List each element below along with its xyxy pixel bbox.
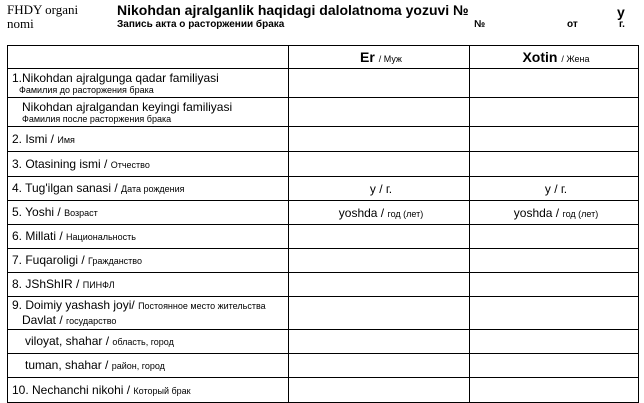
row-label-ru: область, город (112, 337, 174, 347)
husband-value-cell[interactable] (289, 152, 470, 177)
row-label-ru: Который брак (133, 385, 191, 396)
wife-value-cell[interactable] (470, 152, 639, 177)
org-line-1: FHDY organi (7, 2, 79, 17)
column-wife-ru: / Жена (561, 54, 590, 64)
row-label (8, 378, 289, 403)
page-title: Nikohdan ajralganlik haqidagi dalolatnoma yozuvi № (117, 2, 469, 18)
husband-value-cell[interactable] (289, 127, 470, 152)
table-row (8, 273, 639, 297)
wife-value-cell[interactable] (470, 297, 639, 330)
husband-value-cell[interactable] (289, 225, 470, 249)
column-wife (470, 46, 639, 69)
row-label-ru: ПИНФЛ (82, 280, 115, 290)
table-row (8, 201, 639, 225)
husband-birthdate-cell[interactable] (289, 177, 470, 201)
row-label-ru: Фамилия до расторжения брака (19, 85, 154, 95)
husband-value-cell[interactable] (289, 330, 470, 354)
husband-value-cell[interactable] (289, 273, 470, 297)
table-row (8, 297, 639, 330)
divorce-record-table (7, 45, 639, 403)
husband-value-cell[interactable] (289, 378, 470, 403)
table-row (8, 98, 639, 127)
wife-value-cell[interactable] (470, 98, 639, 127)
org-line-2: nomi (7, 16, 34, 31)
row-label (8, 354, 289, 378)
wife-value-cell[interactable] (470, 225, 639, 249)
wife-value-cell[interactable] (470, 330, 639, 354)
row-label-text: 5. Yoshi / (12, 205, 61, 219)
column-husband (289, 46, 470, 69)
age-suffix-label: yoshda / (338, 205, 385, 220)
husband-value-cell[interactable] (289, 354, 470, 378)
column-wife-label: Xotin (522, 49, 558, 65)
year-suffix-label: y / г. (544, 181, 568, 196)
row-label-ru: Дата рождения (121, 184, 185, 194)
row-label-ru: Возраст (64, 208, 98, 218)
row-label-ru: государство (66, 316, 117, 326)
row-label-text: 2. Ismi / (12, 131, 55, 146)
row-label (8, 98, 289, 127)
row-label (8, 330, 289, 354)
row-label (8, 152, 289, 177)
age-suffix-label: yoshda / (513, 205, 560, 220)
header-empty-cell (8, 46, 289, 69)
row-label (8, 225, 289, 249)
row-label-text: Nikohdan ajralgandan keyingi familiyasi (22, 100, 233, 114)
column-husband-label: Er (360, 49, 375, 65)
row-label-ru: Постоянное место жительства (138, 301, 266, 311)
row-label (8, 127, 289, 152)
row-label-text: 6. Millati / (12, 229, 63, 243)
row-label-text: 7. Fuqaroligi / (12, 253, 85, 267)
row-label (8, 201, 289, 225)
table-row (8, 127, 639, 152)
year-label: г. (619, 19, 625, 30)
husband-value-cell[interactable] (289, 98, 470, 127)
row-label-ru: район, город (111, 361, 165, 371)
table-row (8, 354, 639, 378)
year-suffix-label: y / г. (369, 181, 393, 196)
row-label (8, 297, 289, 330)
row-label-text: viloyat, shahar / (25, 334, 110, 348)
table-header-row (8, 46, 639, 69)
page-subtitle: Запись акта о расторжении брака (117, 19, 285, 30)
table-row (8, 225, 639, 249)
row-label-text: 8. JShShIR / (12, 277, 80, 291)
table-row (8, 69, 639, 98)
row-label-ru: Гражданство (88, 256, 142, 266)
row-label-text: 10. Nechanchi nikohi / (12, 382, 131, 397)
row-label-ru: Национальность (66, 232, 136, 242)
wife-value-cell[interactable] (470, 273, 639, 297)
husband-age-cell[interactable] (289, 201, 470, 225)
husband-value-cell[interactable] (289, 249, 470, 273)
row-label-text: Davlat / (22, 313, 63, 327)
wife-value-cell[interactable] (470, 378, 639, 403)
table-row (8, 330, 639, 354)
wife-value-cell[interactable] (470, 127, 639, 152)
column-husband-ru: / Муж (378, 54, 402, 64)
row-label-text: 3. Otasining ismi / (12, 156, 108, 171)
table-row (8, 177, 639, 201)
row-label (8, 273, 289, 297)
husband-value-cell[interactable] (289, 69, 470, 98)
row-label-ru: Отчество (110, 159, 150, 170)
row-label-ru: Имя (57, 134, 75, 145)
row-label-ru: Фамилия после расторжения брака (22, 114, 172, 124)
title-year-suffix: y (617, 4, 625, 20)
husband-value-cell[interactable] (289, 297, 470, 330)
wife-age-cell[interactable] (470, 201, 639, 225)
row-label (8, 177, 289, 201)
age-suffix-ru: год (лет) (562, 208, 599, 219)
table-row (8, 249, 639, 273)
wife-birthdate-cell[interactable] (470, 177, 639, 201)
row-label-text: 9. Doimiy yashash joyi/ (12, 298, 135, 312)
org-name-label (7, 3, 78, 31)
row-label (8, 69, 289, 98)
row-label (8, 249, 289, 273)
row-label-text: 4. Tug'ilgan sanasi / (12, 181, 118, 195)
wife-value-cell[interactable] (470, 249, 639, 273)
table-row (8, 152, 639, 177)
row-label-text: 1.Nikohdan ajralgunga qadar familiyasi (12, 71, 219, 85)
number-label: № (474, 19, 486, 30)
wife-value-cell[interactable] (470, 69, 639, 98)
wife-value-cell[interactable] (470, 354, 639, 378)
row-label-text: tuman, shahar / (25, 358, 109, 372)
table-row (8, 378, 639, 403)
date-from-label: от (567, 19, 578, 30)
age-suffix-ru: год (лет) (387, 208, 424, 219)
